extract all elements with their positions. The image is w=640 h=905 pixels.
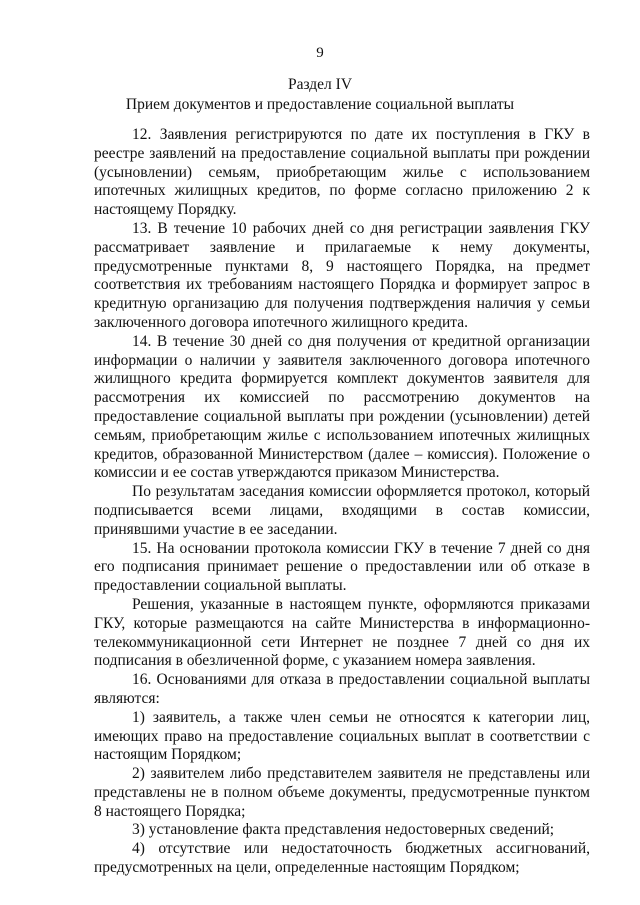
section-title: Раздел IV — [287, 76, 353, 93]
paragraph-15-decisions: Решения, указанные в настоящем пункте, оформляются приказами ГКУ, которые размещаются на сайте Министерства в информационно-телекоммуникационной сети Интернет не позднее 7 дней со дня их подписания в обезличенной форме, с указанием номера заявления. — [94, 595, 590, 670]
paragraph-14-protocol: По результатам заседания комиссии оформляется протокол, который подписывается всеми лицами, входящими в состав комиссии, принявшими участие в ее заседании. — [94, 483, 590, 538]
list-item-4: 4) отсутствие или недостаточность бюджетных ассигнований, предусмотренных на цели, определенные настоящим Порядком; — [94, 840, 590, 877]
paragraph-12: 12. Заявления регистрируются по дате их поступления в ГКУ в реестре заявлений на предоставление социальной выплаты при рождении (усыновлении) семьям, приобретающим жилье с использованием ипотечных жилищных кредитов, по форме согласно приложению 2 к настоящему Порядку. — [94, 126, 590, 219]
paragraph-14: 14. В течение 30 дней со дня получения от кредитной организации информации о наличии у заявителя заключенного договора ипотечного жилищного кредита формируется комплект документов заявителя для рассмотрения их комиссией по рассмотрению документов на предоставление социальной выплаты при рождении (усыновлении) детей семьям, приобретающим жилье с использованием ипотечных жилищных кредитов, образованной Министерством (далее – комиссия). Положение о комиссии и ее состав утверждаются приказом Министерства. — [94, 332, 590, 482]
section-subtitle: Прием документов и предоставление социальной выплаты — [125, 96, 515, 113]
list-item-1: 1) заявитель, а также член семьи не относятся к категории лиц, имеющих право на предоставление социальных выплат в соответствии с настоящим Порядком; — [94, 708, 590, 764]
list-item-2: 2) заявителем либо представителем заявителя не представлены или представлены не в полном объеме документы, предусмотренные пунктом 8 настоящего Порядка; — [94, 765, 590, 820]
list-item-3: 3) установление факта представления недостоверных сведений; — [132, 821, 555, 839]
document-body — [94, 126, 590, 878]
paragraph-13: 13. В течение 10 рабочих дней со дня регистрации заявления ГКУ рассматривает заявление и прилагаемые к нему документы, предусмотренные пунктами 8, 9 настоящего Порядка, на предмет соответствия их требованиям настоящего Порядка и формирует запрос в кредитную организацию для получения подтверждения наличия у семьи заключенного договора ипотечного жилищного кредита. — [94, 219, 590, 331]
paragraph-16: 16. Основаниями для отказа в предоставлении социальной выплаты являются: — [94, 671, 590, 707]
page-number: 9 — [316, 45, 324, 61]
paragraph-15: 15. На основании протокола комиссии ГКУ в течение 7 дней со дня его подписания принимает решение о предоставлении или об отказе в предоставлении социальной выплаты. — [94, 539, 590, 595]
